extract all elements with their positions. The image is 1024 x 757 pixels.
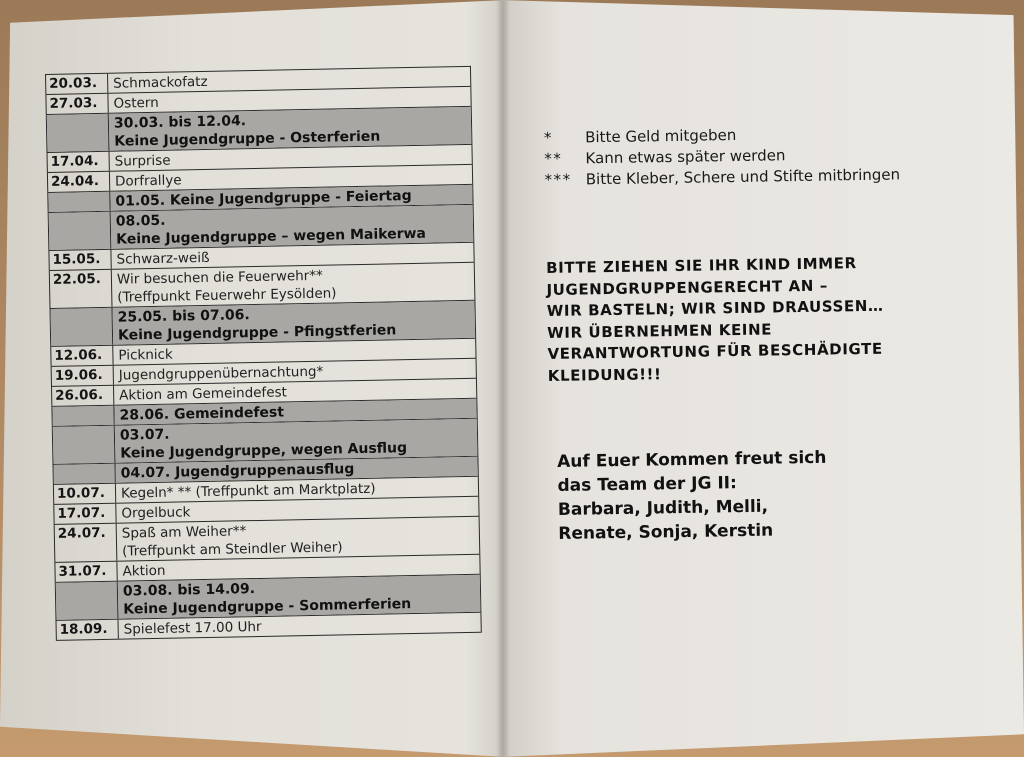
schedule-event-line: Aktion am Gemeindefest [119, 384, 288, 404]
schedule-date [47, 114, 110, 152]
schedule-event-line: (Treffpunkt am Steindler Weiher) [122, 539, 343, 560]
schedule-date [56, 582, 119, 620]
schedule-event-line: 03.07. [119, 426, 170, 444]
notice-line: WIR ÜBERNEHMEN KEINE [547, 319, 773, 342]
schedule-event [115, 419, 478, 463]
schedule-date [51, 308, 114, 346]
schedule-event-line: 04.07. Jugendgruppenausflug [120, 461, 355, 482]
legend-mark: *** [543, 170, 572, 189]
schedule-event-line: Schwarz-weiß [116, 249, 210, 268]
signoff-line: Auf Euer Kommen freut sich [557, 447, 827, 472]
legend-text: Kann etwas später werden [585, 146, 786, 168]
legend-text: Bitte Geld mitgeben [585, 125, 737, 147]
schedule-event-line: Kegeln* ** (Treffpunkt am Marktplatz) [120, 480, 376, 502]
schedule-event-line: 08.05. [115, 212, 166, 230]
schedule-event-line: Dorfrallye [114, 172, 182, 190]
schedule-event-line: Aktion [122, 562, 166, 580]
signoff-line: das Team der JG II: [557, 473, 737, 496]
schedule-date [52, 406, 114, 426]
schedule-date: 31.07. [55, 562, 117, 582]
notice-line: WIR BASTELN; WIR SIND DRAUSSEN… [546, 296, 884, 320]
legend-mark: ** [543, 149, 562, 168]
legend-text: Bitte Kleber, Schere und Stifte mitbringen [585, 165, 901, 189]
schedule-event-line: 01.05. Keine Jugendgruppe - Feiertag [115, 187, 412, 210]
schedule-date: 24.07. [55, 524, 118, 562]
schedule-event-line: Ostern [113, 94, 159, 112]
schedule-event-line: Spaß am Weiher** [121, 523, 247, 542]
team-signoff [557, 445, 898, 546]
schedule-event-line: 30.03. bis 12.04. [113, 113, 247, 132]
schedule-event [111, 205, 474, 249]
schedule-date: 20.03. [46, 74, 108, 94]
schedule-date: 27.03. [46, 94, 108, 114]
schedule-table [45, 66, 482, 641]
notice-line: VERANTWORTUNG FÜR BESCHÄDIGTE [547, 339, 883, 363]
schedule-date: 12.06. [51, 346, 113, 366]
schedule-event-line: 25.05. bis 07.06. [117, 307, 250, 326]
schedule-date: 26.06. [52, 386, 114, 406]
schedule-event-line: (Treffpunkt Feuerwehr Eysölden) [117, 285, 337, 306]
schedule-event-line: Keine Jugendgruppe - Sommerferien [123, 596, 412, 618]
schedule-event-line: Jugendgruppenübernachtung* [118, 363, 324, 384]
signoff-line: Barbara, Judith, Melli, [557, 496, 769, 520]
schedule-event-line: Keine Jugendgruppe - Osterferien [114, 128, 381, 150]
schedule-event-line: Keine Jugendgruppe – wegen Maikerwa [116, 225, 427, 248]
schedule-event-line: Wir besuchen die Feuerwehr** [116, 267, 323, 288]
schedule-event [117, 517, 480, 561]
signoff-line: Renate, Sonja, Kerstin [558, 520, 774, 544]
schedule-date [54, 464, 116, 484]
legend-mark: * [543, 128, 553, 147]
notice-line: KLEIDUNG!!! [547, 364, 662, 385]
legend [543, 122, 900, 191]
schedule-date: 19.06. [52, 366, 114, 386]
schedule-date: 15.05. [49, 250, 111, 270]
schedule-event-line: Orgelbuck [121, 504, 191, 522]
schedule-event-line: 03.08. bis 14.09. [122, 581, 256, 600]
schedule-event-line: 28.06. Gemeindefest [119, 404, 285, 424]
schedule-date: 17.04. [48, 152, 110, 172]
schedule-event [112, 301, 475, 345]
schedule-date: 18.09. [57, 620, 119, 640]
schedule-date [53, 426, 116, 464]
notice-line: BITTE ZIEHEN SIE IHR KIND IMMER [546, 254, 857, 277]
schedule-date: 10.07. [54, 484, 116, 504]
schedule-event [112, 263, 475, 307]
notice-line: JUGENDGRUPPENGERECHT AN – [546, 276, 829, 299]
schedule-date: 17.07. [54, 504, 116, 524]
page-fold [496, 0, 510, 757]
schedule-date [48, 192, 110, 212]
schedule-date [49, 212, 112, 250]
schedule-date: 24.04. [48, 172, 110, 192]
schedule-event-line: Spielefest 17.00 Uhr [123, 618, 262, 638]
schedule-event-line: Keine Jugendgruppe - Pfingstferien [117, 322, 397, 344]
schedule-event [118, 575, 481, 619]
schedule-event-line: Surprise [114, 152, 171, 170]
schedule-date: 22.05. [50, 270, 113, 308]
schedule-event-line: Picknick [118, 346, 173, 364]
schedule-event-line: Keine Jugendgruppe, wegen Ausflug [120, 440, 408, 462]
schedule-event [109, 107, 472, 151]
clothing-notice [546, 252, 948, 387]
schedule-event-line: Schmackofatz [113, 73, 208, 92]
